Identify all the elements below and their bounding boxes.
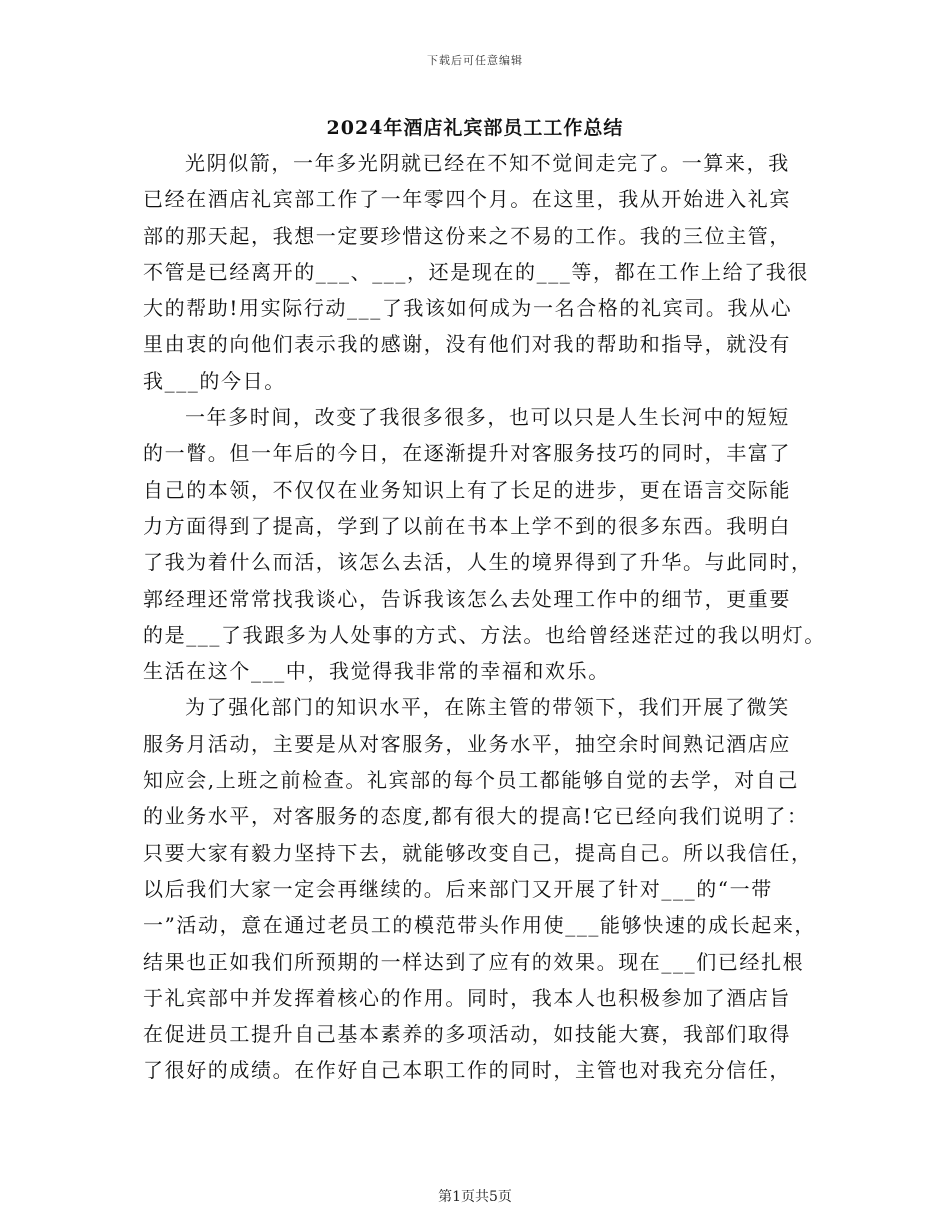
body-line: 为了强化部门的知识水平，在陈主管的带领下，我们开展了微笑 — [185, 695, 790, 720]
body-line: 我___的今日。 — [143, 368, 286, 393]
body-line: 知应会,上班之前检查。礼宾部的每个员工都能够自觉的去学，对自己 — [143, 768, 799, 793]
body-line: 只要大家有毅力坚持下去，就能够改变自己，提高自己。所以我信任， — [143, 840, 813, 865]
body-line: 的是___了我跟多为人处事的方式、方法。也给曾经迷茫过的我以明灯。 — [143, 622, 826, 647]
body-line: 以后我们大家一定会再继续的。后来部门又开展了针对___的“一带 — [143, 876, 773, 901]
body-line: 里由衷的向他们表示我的感谢，没有他们对我的帮助和指导，就没有 — [143, 332, 791, 357]
body-line: 生活在这个___中，我觉得我非常的幸福和欢乐。 — [143, 659, 610, 684]
page-number: 第1页共5页 — [438, 1189, 512, 1205]
body-line: 了很好的成绩。在作好自己本职工作的同时，主管也对我充分信任， — [143, 1058, 791, 1083]
document-title: 2024年酒店礼宾部员工工作总结 — [326, 117, 624, 139]
body-line: 的业务水平，对客服务的态度,都有很大的提高!它已经向我们说明了： — [143, 804, 809, 829]
body-line: 的一瞥。但一年后的今日，在逐渐提升对客服务技巧的同时，丰富了 — [143, 441, 791, 466]
body-line: 力方面得到了提高，学到了以前在书本上学不到的很多东西。我明白 — [143, 513, 791, 538]
body-line: 服务月活动，主要是从对客服务，业务水平，抽空余时间熟记酒店应 — [143, 731, 791, 756]
body-line: 于礼宾部中并发挥着核心的作用。同时，我本人也积极参加了酒店旨 — [143, 985, 791, 1010]
body-line: 大的帮助!用实际行动___了我该如何成为一名合格的礼宾司。我从心 — [143, 296, 793, 321]
body-line: 在促进员工提升自己基本素养的多项活动，如技能大赛，我部们取得 — [143, 1022, 791, 1047]
body-line: 自己的本领，不仅仅在业务知识上有了长足的进步，更在语言交际能 — [143, 477, 791, 502]
body-line: 郭经理还常常找我谈心，告诉我该怎么去处理工作中的细节，更重要 — [143, 586, 791, 611]
body-line: 了我为着什么而活，该怎么去活，人生的境界得到了升华。与此同时， — [143, 550, 813, 575]
body-line: 一”活动，意在通过老员工的模范带头作用使___能够快速的成长起来， — [143, 913, 817, 938]
body-line: 结果也正如我们所预期的一样达到了应有的效果。现在___们已经扎根 — [143, 949, 805, 974]
document-body — [143, 145, 826, 1089]
body-line: 部的那天起，我想一定要珍惜这份来之不易的工作。我的三位主管， — [143, 223, 791, 248]
body-line: 光阴似箭，一年多光阴就已经在不知不觉间走完了。一算来，我 — [185, 151, 790, 175]
body-line: 一年多时间，改变了我很多很多，也可以只是人生长河中的短短 — [185, 405, 790, 430]
body-line: 已经在酒店礼宾部工作了一年零四个月。在这里，我从开始进入礼宾 — [143, 187, 791, 212]
download-edit-note: 下载后可任意编辑 — [427, 54, 523, 67]
body-line: 不管是已经离开的___、___，还是现在的___等，都在工作上给了我很 — [143, 259, 809, 284]
